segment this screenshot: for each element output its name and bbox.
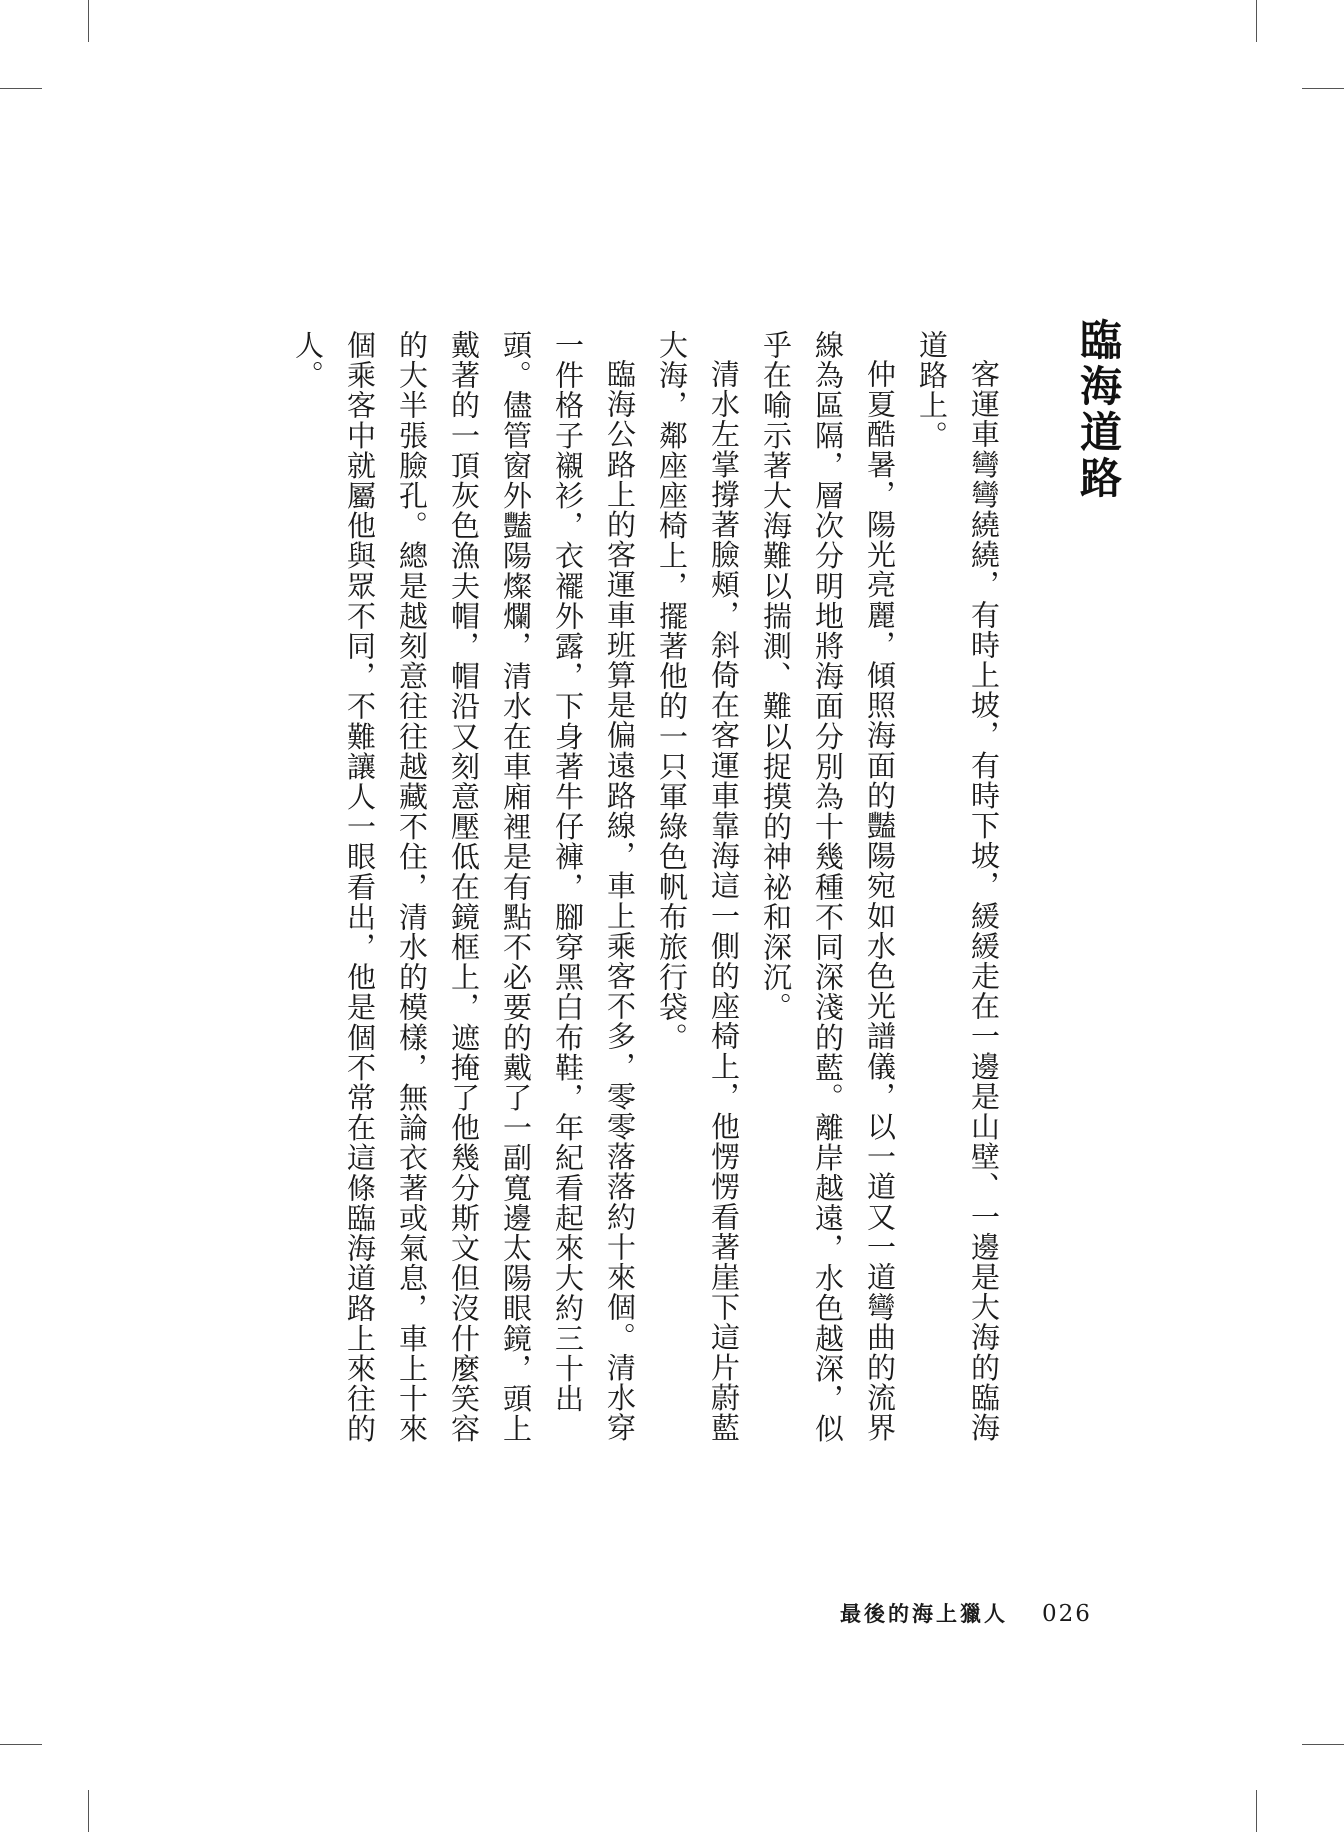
paragraph: 臨海公路上的客運車班算是偏遠路線，車上乘客不多，零零落落約十來個。清水穿一件格子襯衫，衣襬外露，下身著牛仔褲，腳穿黑白布鞋，年紀看起來大約三十出頭。儘管窗外豔陽燦爛，清水在車廂裡是有點不必要的戴了一副寬邊太陽眼鏡，頭上戴著的一頂灰色漁夫帽，帽沿又刻意壓低在鏡框上，遮掩了他幾分斯文但沒什麼笑容的大半張臉孔。總是越刻意往往越藏不住，清水的模樣，無論衣著或氣息，車上十來個乘客中就屬他與眾不同，不難讓人一眼看出，他是個不常在這條臨海道路上來往的人。 [291,330,637,1444]
paragraph: 客運車彎彎繞繞，有時上坡，有時下坡，緩緩走在一邊是山壁、一邊是大海的臨海道路上。 [915,330,1001,1443]
paragraph: 仲夏酷暑，陽光亮麗，傾照海面的豔陽宛如水色光譜儀，以一道又一道彎曲的流界線為區隔，層次分明地將海面分別為十幾種不同深淺的藍。離岸越遠，水色越深，似乎在喻示著大海難以揣測、難以捉摸的神祕和深沉。 [759,330,897,1444]
paragraph: 清水左掌撐著臉頰，斜倚在客運車靠海這一側的座椅上，他愣愣看著崖下這片蔚藍大海，鄰座座椅上，擺著他的一只軍綠色帆布旅行袋。 [655,330,741,1443]
chapter-body [282,330,1010,1450]
crop-mark-right-bottom [1302,1744,1344,1745]
chapter-title: 臨海道路 [1074,318,1123,502]
page-footer [840,1598,1092,1628]
crop-mark-bottom-right [1256,1790,1257,1832]
crop-mark-right-top [1302,88,1344,89]
crop-mark-top-right [1256,0,1257,42]
crop-mark-top-left [88,0,89,42]
page-number: 026 [1042,1601,1092,1627]
crop-mark-left-top [0,88,42,89]
book-title: 最後的海上獵人 [840,1601,1008,1626]
crop-mark-bottom-left [88,1790,89,1832]
crop-mark-left-bottom [0,1744,42,1745]
